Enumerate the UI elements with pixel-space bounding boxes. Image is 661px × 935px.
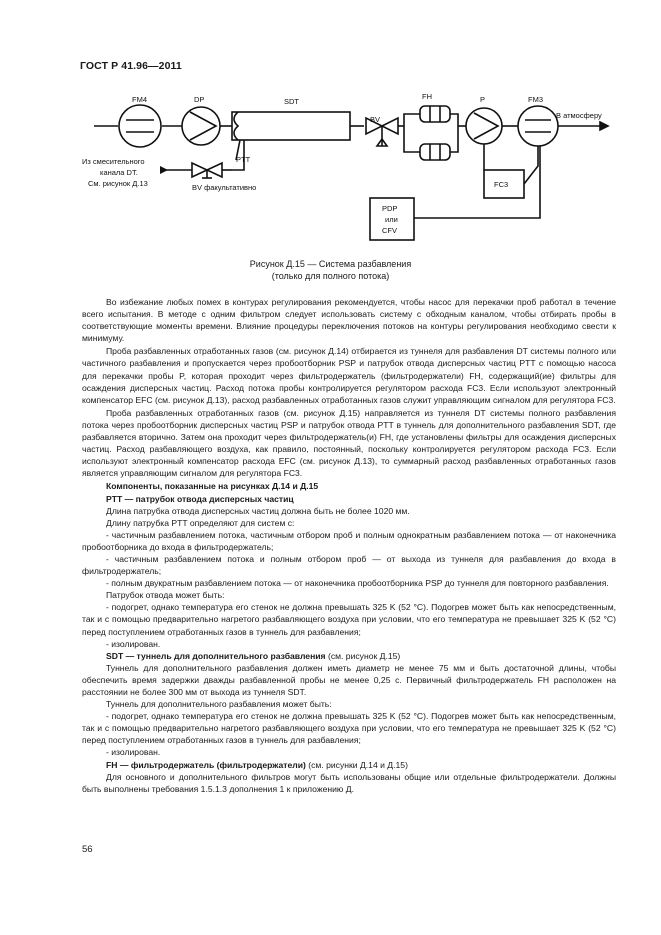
sdt-heading: SDT — туннель для дополнительного разбавления bbox=[106, 650, 326, 661]
dilution-system-diagram bbox=[60, 88, 660, 248]
sdt-label: SDT bbox=[284, 97, 299, 106]
page-number: 56 bbox=[82, 844, 93, 855]
sdt-heading-ref: (см. рисунок Д.15) bbox=[325, 650, 401, 661]
fh-heading: FH — фильтродержатель (фильтродержатели) bbox=[106, 759, 306, 770]
sdt-tunnel-icon bbox=[232, 112, 350, 140]
ptt-text-2: Длину патрубка PTT определяют для систем с: bbox=[106, 517, 295, 528]
caption-line2: (только для полного потока) bbox=[271, 271, 390, 281]
ptt-heading: PTT — патрубок отвода дисперсных частиц bbox=[106, 493, 294, 504]
fm3-flowmeter-icon bbox=[518, 106, 558, 146]
ptt-text-5: - полным двукратным разбавлением потока — от наконечника пробоотборника PSP до туннеля для повторного разбавления. bbox=[106, 578, 609, 589]
paragraph-3: Проба разбавленных отработанных газов (см. рисунок Д.15) направляется из туннеля DT системы полного разбавления потока через пробоотборник дисперсных частиц PSP и патрубок отвода PTT в туннель для дополнительного разбавления SDT, где разбавляется вторично. Затем она проходит через фильтродержатель(и) FH, где установлены фильтры для осаждения дисперсных частиц. Расход разбавляющего воздуха, как правило, постоянный, поскольку контролируется регулятором расхода FC3. Если используют электронный компенсатор расхода EFC (см. рисунок Д.13), то суммарный расход разбавленных отработанных газов является управляющим сигналом для регулятора FC3. bbox=[82, 407, 616, 479]
ptt-label: PTT bbox=[236, 155, 251, 164]
sdt-text-2: Туннель для дополнительного разбавления может быть: bbox=[106, 699, 332, 710]
paragraph-1: Во избежание любых помех в контурах регулирования рекомендуется, чтобы насос для перекачки проб работал в течение всего испытания. В методе с одним фильтром следует использовать систему с обходным каналом, чтобы отбирать пробы в соответствующие моменты времени. Влияние процедуры переключения потоков на контуры регулирования необходимо свести к минимуму. bbox=[82, 297, 616, 344]
fm3-label: FM3 bbox=[528, 95, 543, 104]
fc3-label: FC3 bbox=[494, 180, 509, 189]
ptt-text-1: Длина патрубка отвода дисперсных частиц должна быть не более 1020 мм. bbox=[106, 505, 410, 516]
sdt-text-3: - подогрет, однако температура его стенок не должна превышать 325 K (52 °C). Подогрев может быть как непосредственным, так и с помощью предварительно нагретого разбавляющего воздуха при условии, что его температура не превышает 325 K (52 °C) перед поступлением отработанных газов в туннель для разбавления; bbox=[82, 711, 616, 746]
inlet-label-line3: См. рисунок Д.13 bbox=[88, 179, 148, 188]
fm4-flowmeter-icon bbox=[119, 105, 161, 147]
p-label: P bbox=[480, 95, 486, 104]
ptt-text-3: - частичным разбавлением потока, частичным отбором проб и полным однократным разбавлением потока — от наконечника пробоотборника до входа в фильтродержатель; bbox=[82, 529, 616, 552]
dp-label: DP bbox=[194, 95, 205, 104]
fh-label: FH bbox=[422, 92, 432, 101]
body-text bbox=[82, 296, 616, 795]
page-header: ГОСТ Р 41.96—2011 bbox=[80, 60, 182, 72]
atmosphere-label: В атмосферу bbox=[556, 111, 602, 120]
ptt-text-7: - подогрет, однако температура его стенок не должна превышать 325 K (52 °C). Подогрев может быть как непосредственным, так и с помощью предварительно нагретого разбавляющего воздуха при условии, что его температура не превышает 325 K (52 °C) перед поступлением отработанных газов в туннель для разбавления; bbox=[82, 602, 616, 637]
bv-optional-label: BV факультативно bbox=[192, 183, 257, 192]
components-heading: Компоненты, показанные на рисунках Д.14 и Д.15 bbox=[106, 481, 319, 492]
ptt-text-8: - изолирован. bbox=[106, 638, 161, 649]
fh-text-1: Для основного и дополнительного фильтров могут быть использованы общие или отдельные фильтродержатели. Должны быть выполнены требования 1.5.1.3 дополнения 1 к приложению Д. bbox=[82, 771, 616, 794]
bv-optional-valve-icon bbox=[192, 163, 207, 177]
fh-heading-ref: (см. рисунки Д.14 и Д.15) bbox=[305, 759, 408, 770]
inlet-label-line1: Из смесительного bbox=[82, 157, 145, 166]
dp-pump-icon bbox=[182, 107, 220, 145]
or-label: или bbox=[385, 215, 398, 224]
pdp-label: PDP bbox=[382, 204, 398, 213]
caption-line1: Рисунок Д.15 — Система разбавления bbox=[249, 259, 412, 269]
bv-label: BV bbox=[370, 115, 381, 124]
ptt-text-6: Патрубок отвода может быть: bbox=[106, 590, 225, 601]
figure-caption bbox=[0, 258, 661, 282]
fh-filter-upper-icon bbox=[420, 106, 450, 122]
cfv-label: CFV bbox=[382, 226, 397, 235]
sdt-text-4: - изолирован. bbox=[106, 747, 161, 758]
ptt-text-4: - частичным разбавлением потока и полным отбором проб — от выхода из туннеля для разбавления до входа в фильтродержатель; bbox=[82, 553, 616, 577]
inlet-label-line2: канала DT. bbox=[100, 168, 138, 177]
sdt-text-1: Туннель для дополнительного разбавления должен иметь диаметр не менее 75 мм и быть достаточной длины, чтобы обеспечить время задержки дважды разбавленной пробы не менее 0,25 с. Первичный фильтродержатель FH расположен на расстоянии не более 300 мм от выхода из туннеля SDT. bbox=[82, 662, 616, 697]
paragraph-2: Проба разбавленных отработанных газов (см. рисунок Д.14) отбирается из туннеля для разбавления DT системы полного или частичного разбавления и пропускается через пробоотборник PSP и патрубок отвода дисперсных частиц PTT с помощью насоса для перекачки пробы P, которая проходит через фильтродержатель (фильтродержатели) FH, содержащий(ие) фильтры для осаждения дисперсных частиц. Расход потока пробы контролируется регулятором расхода FC3. Если используют электронный компенсатор EFC (см. рисунок Д.13), расход разбавленных отработанных газов служит управляющим сигналом для регулятора FC3. bbox=[82, 346, 616, 405]
fm4-label: FM4 bbox=[132, 95, 147, 104]
fh-filter-lower-icon bbox=[420, 144, 450, 160]
